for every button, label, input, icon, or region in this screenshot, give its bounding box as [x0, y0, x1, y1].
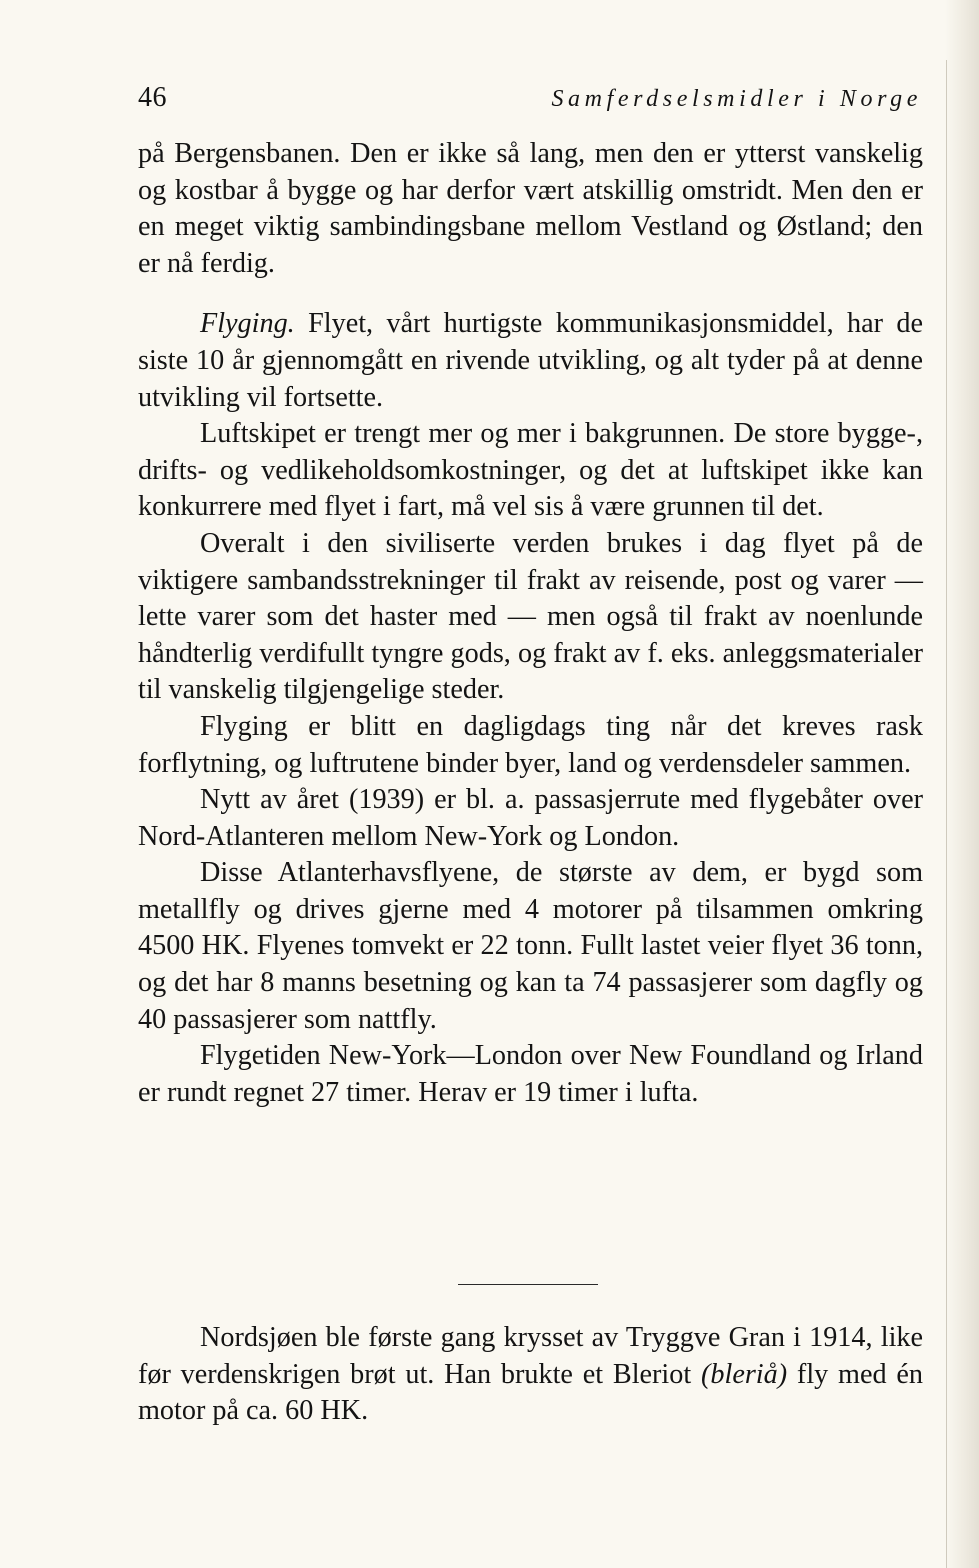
page-edge-shadow — [945, 0, 979, 1568]
paragraph-nordsjoen — [138, 1320, 923, 1430]
section-divider — [458, 1284, 598, 1285]
page-number: 46 — [138, 82, 167, 113]
paragraph-text-tail: fly med én motor på ca. 60 HK. — [138, 1358, 924, 1427]
body-text-after-divider — [138, 1320, 923, 1430]
paragraph-bergensbanen — [138, 136, 923, 282]
paragraph-text: Overalt i den siviliserte verden brukes i dag flyet på de viktigere sambandsstrekninger til frakt av reisende, post og varer — lette varer som det haster med — men også til frakt av noenlunde håndterlig verdifullt tyngre gods, og frakt av f. eks. anleggsmaterialer til vanskelig tilgjengelige steder. — [138, 527, 923, 706]
pronunciation-note: (bleriå) — [701, 1358, 788, 1390]
paragraph-nytt-av-aaret — [138, 782, 923, 855]
page-header — [138, 82, 926, 122]
paragraph-atlanterhavsflyene — [138, 855, 923, 1038]
paragraph-text: Flyet, vårt hurtigste kommunikasjonsmiddel, har de siste 10 år gjennomgått en rivende utvikling, og alt tyder på at denne utvikling vil fortsette. — [138, 308, 923, 413]
body-text — [138, 136, 923, 1111]
paragraph-dagligdags — [138, 709, 923, 782]
paragraph-text: Flygetiden New-York—London over New Foundland og Irland er rundt regnet 27 timer. Herav er 19 timer i lufta. — [138, 1040, 923, 1108]
paragraph-text: Disse Atlanterhavsflyene, de største av dem, er bygd som metallfly og drives gjerne med 4 motorer på tilsammen omkring 4500 HK. Flyenes tomvekt er 22 tonn. Fullt lastet veier flyet 36 tonn, og det har 8 manns besetning og kan ta 74 passasjerer som dagfly og 40 passasjerer som nattfly. — [138, 857, 923, 1035]
paragraph-flygetiden — [138, 1038, 923, 1111]
paragraph-luftskipet — [138, 416, 923, 526]
paragraph-text: på Bergensbanen. Den er ikke så lang, men den er ytterst vanskelig og kostbar å bygge og har derfor vært atskillig omstridt. Men den er en meget viktig sambindingsbane mellom Vestland og Østland; den er nå ferdig. — [138, 138, 923, 279]
paragraph-text: Nytt av året (1939) er bl. a. passasjerrute med flygebåter over Nord-Atlanteren mellom New-York og London. — [138, 784, 923, 852]
section-gap — [138, 282, 923, 306]
paragraph-text: Nordsjøen ble første gang krysset av Tryggve Gran i 1914, like før verdenskrigen brøt ut. Han brukte et Bleriot — [138, 1322, 923, 1390]
paragraph-overalt — [138, 526, 923, 709]
page-edge-line — [946, 60, 947, 1568]
paragraph-text: Flyging er blitt en dagligdags ting når det kreves rask forflytning, og luftrutene binder byer, land og verdensdeler sammen. — [138, 710, 923, 779]
paragraph-text: Luftskipet er trengt mer og mer i bakgrunnen. De store bygge-, drifts- og vedlikeholdsomkostninger, og det at luftskipet ikke kan konkurrere med flyet i fart, må vel sis å være grunnen til det. — [138, 418, 923, 523]
running-title: Samferdselsmidler i Norge — [551, 86, 922, 112]
paragraph-flyging — [138, 306, 923, 416]
section-heading-flyging: Flyging. — [200, 308, 295, 340]
